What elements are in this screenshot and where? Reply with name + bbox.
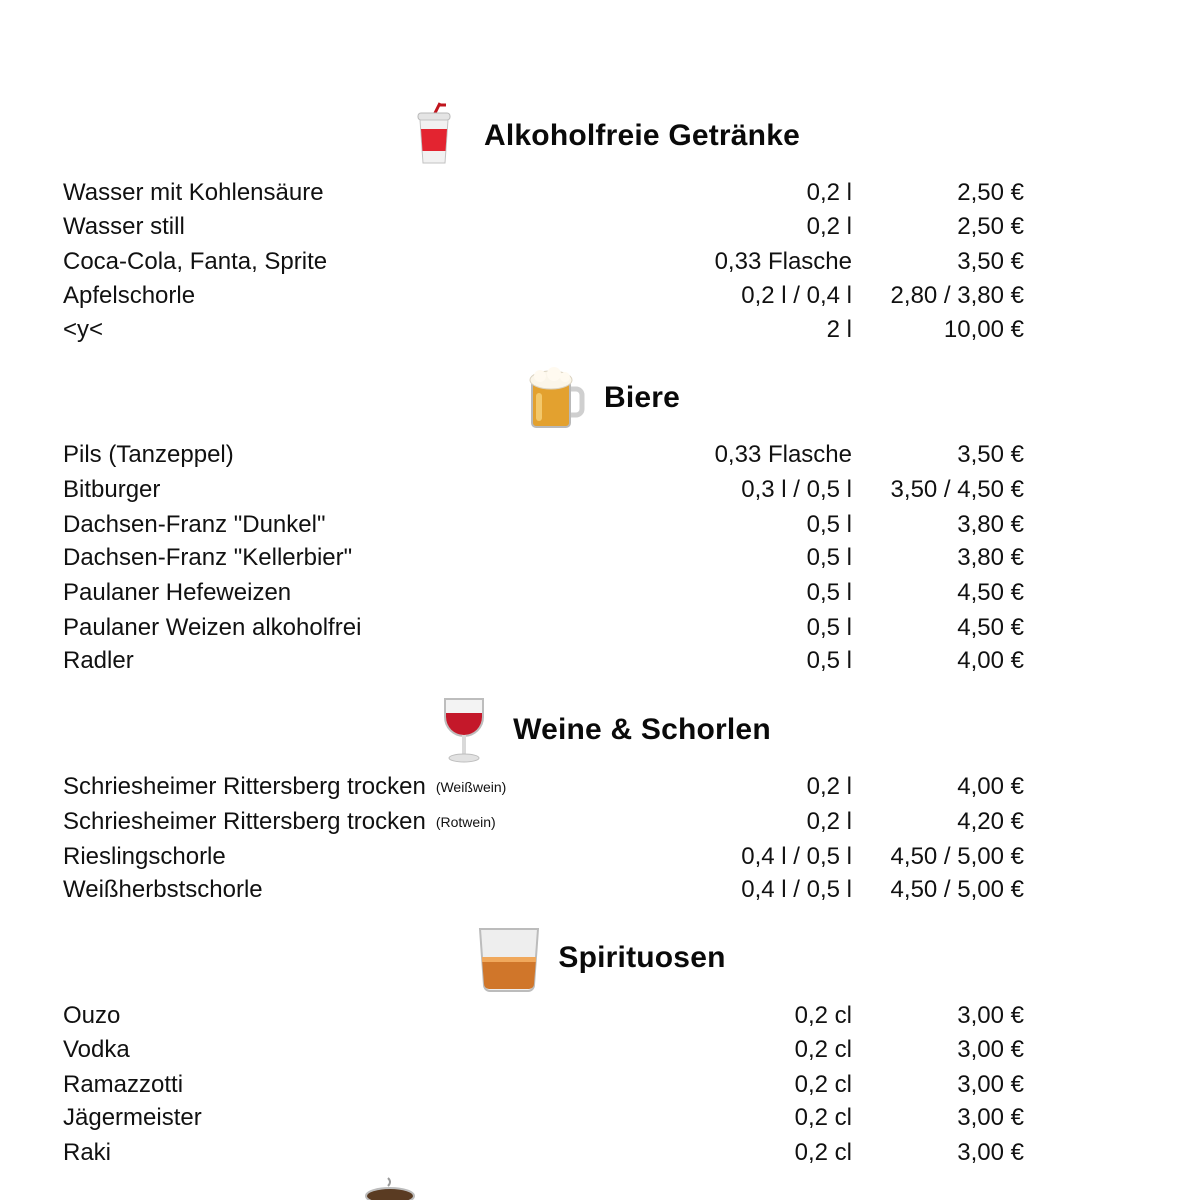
menu-item-row	[0, 1033, 1200, 1067]
item-price: 4,00 €	[957, 773, 1024, 800]
item-price: 3,00 €	[957, 1036, 1024, 1063]
item-size: 0,2 l	[806, 773, 852, 800]
item-note: (Weißwein)	[435, 779, 507, 795]
item-name-text: Schriesheimer Rittersberg trocken	[63, 808, 426, 835]
item-price: 3,50 €	[957, 441, 1024, 468]
item-price: 3,80 €	[957, 511, 1024, 538]
item-name	[63, 770, 506, 804]
section-title: Spirituosen	[558, 941, 726, 974]
item-size: 0,2 cl	[794, 1139, 852, 1166]
menu-item-row	[0, 1101, 1200, 1135]
item-price: 2,80 / 3,80 €	[890, 282, 1024, 309]
menu-item-row	[0, 805, 1200, 839]
item-name: Raki	[63, 1139, 112, 1166]
item-size: 0,33 Flasche	[714, 248, 852, 275]
item-price: 4,50 / 5,00 €	[890, 843, 1024, 870]
item-size: 0,2 cl	[794, 1104, 852, 1131]
menu-item-row	[0, 576, 1200, 610]
item-size: 0,2 cl	[794, 1071, 852, 1098]
section-title: Alkoholfreie Getränke	[484, 119, 800, 152]
hot-beverage-icon	[360, 1176, 420, 1200]
section-title: Weine & Schorlen	[513, 713, 771, 746]
item-size: 2 l	[826, 316, 852, 343]
menu-item-row	[0, 176, 1200, 210]
item-size: 0,3 l / 0,5 l	[741, 476, 852, 503]
item-price: 4,00 €	[957, 647, 1024, 674]
item-price: 2,50 €	[957, 179, 1024, 206]
item-size: 0,4 l / 0,5 l	[741, 843, 852, 870]
item-name: Vodka	[63, 1036, 130, 1063]
section-heading-alkoholfreie-getraenke	[0, 96, 1200, 176]
item-price: 4,50 €	[957, 614, 1024, 641]
menu-item-row	[0, 873, 1200, 907]
item-size: 0,33 Flasche	[714, 441, 852, 468]
item-name	[63, 805, 496, 839]
item-name: Rieslingschorle	[63, 843, 226, 870]
item-price: 3,00 €	[957, 1139, 1024, 1166]
item-size: 0,2 l	[806, 808, 852, 835]
menu-item-row	[0, 770, 1200, 804]
menu-item-row	[0, 999, 1200, 1033]
item-size: 0,5 l	[806, 511, 852, 538]
menu-item-row	[0, 1136, 1200, 1170]
item-name: Dachsen-Franz "Dunkel"	[63, 511, 326, 538]
tumbler-glass-icon	[474, 923, 544, 993]
item-name: Jägermeister	[63, 1104, 202, 1131]
menu-item-row	[0, 210, 1200, 244]
menu-item-row	[0, 279, 1200, 313]
item-price: 10,00 €	[943, 316, 1024, 343]
item-size: 0,5 l	[806, 647, 852, 674]
item-size: 0,2 cl	[794, 1036, 852, 1063]
item-price: 3,00 €	[957, 1104, 1024, 1131]
item-note: (Rotwein)	[435, 814, 496, 830]
item-name: Paulaner Hefeweizen	[63, 579, 292, 606]
item-name-text: Schriesheimer Rittersberg trocken	[63, 773, 426, 800]
item-size: 0,2 cl	[794, 1002, 852, 1029]
item-size: 0,4 l / 0,5 l	[741, 876, 852, 903]
wine-glass-icon	[429, 695, 499, 765]
menu-item-row	[0, 644, 1200, 678]
menu-item-row	[0, 508, 1200, 542]
section-title: Biere	[603, 381, 681, 414]
item-name: Apfelschorle	[63, 282, 196, 309]
menu-item-row	[0, 313, 1200, 347]
item-size: 0,2 l	[806, 213, 852, 240]
item-price: 3,00 €	[957, 1071, 1024, 1098]
item-name: <y<	[63, 316, 104, 343]
menu-item-row	[0, 245, 1200, 279]
menu-item-row	[0, 541, 1200, 575]
section-heading-spirituosen	[0, 918, 1200, 998]
item-price: 3,50 / 4,50 €	[890, 476, 1024, 503]
item-name: Coca-Cola, Fanta, Sprite	[63, 248, 328, 275]
section-heading-biere	[0, 358, 1200, 438]
section-heading-weine-schorlen	[0, 690, 1200, 770]
item-price: 4,20 €	[957, 808, 1024, 835]
item-name: Wasser mit Kohlensäure	[63, 179, 324, 206]
item-size: 0,2 l	[806, 179, 852, 206]
item-name: Ouzo	[63, 1002, 121, 1029]
item-name: Paulaner Weizen alkoholfrei	[63, 614, 362, 641]
item-name: Dachsen-Franz "Kellerbier"	[63, 544, 353, 571]
menu-item-row	[0, 840, 1200, 874]
soft-drink-cup-icon	[400, 101, 470, 171]
beer-mug-icon	[520, 363, 590, 433]
item-name: Bitburger	[63, 476, 161, 503]
item-price: 4,50 / 5,00 €	[890, 876, 1024, 903]
menu-item-row	[0, 611, 1200, 645]
item-size: 0,5 l	[806, 579, 852, 606]
item-size: 0,5 l	[806, 544, 852, 571]
menu-item-row	[0, 473, 1200, 507]
item-name: Pils (Tanzeppel)	[63, 441, 234, 468]
item-size: 0,2 l / 0,4 l	[741, 282, 852, 309]
item-name: Ramazzotti	[63, 1071, 184, 1098]
item-size: 0,5 l	[806, 614, 852, 641]
menu-item-row	[0, 438, 1200, 472]
menu-item-row	[0, 1068, 1200, 1102]
item-price: 3,00 €	[957, 1002, 1024, 1029]
item-price: 4,50 €	[957, 579, 1024, 606]
item-name: Wasser still	[63, 213, 185, 240]
item-price: 3,50 €	[957, 248, 1024, 275]
item-name: Weißherbstschorle	[63, 876, 263, 903]
item-price: 2,50 €	[957, 213, 1024, 240]
item-name: Radler	[63, 647, 134, 674]
item-price: 3,80 €	[957, 544, 1024, 571]
